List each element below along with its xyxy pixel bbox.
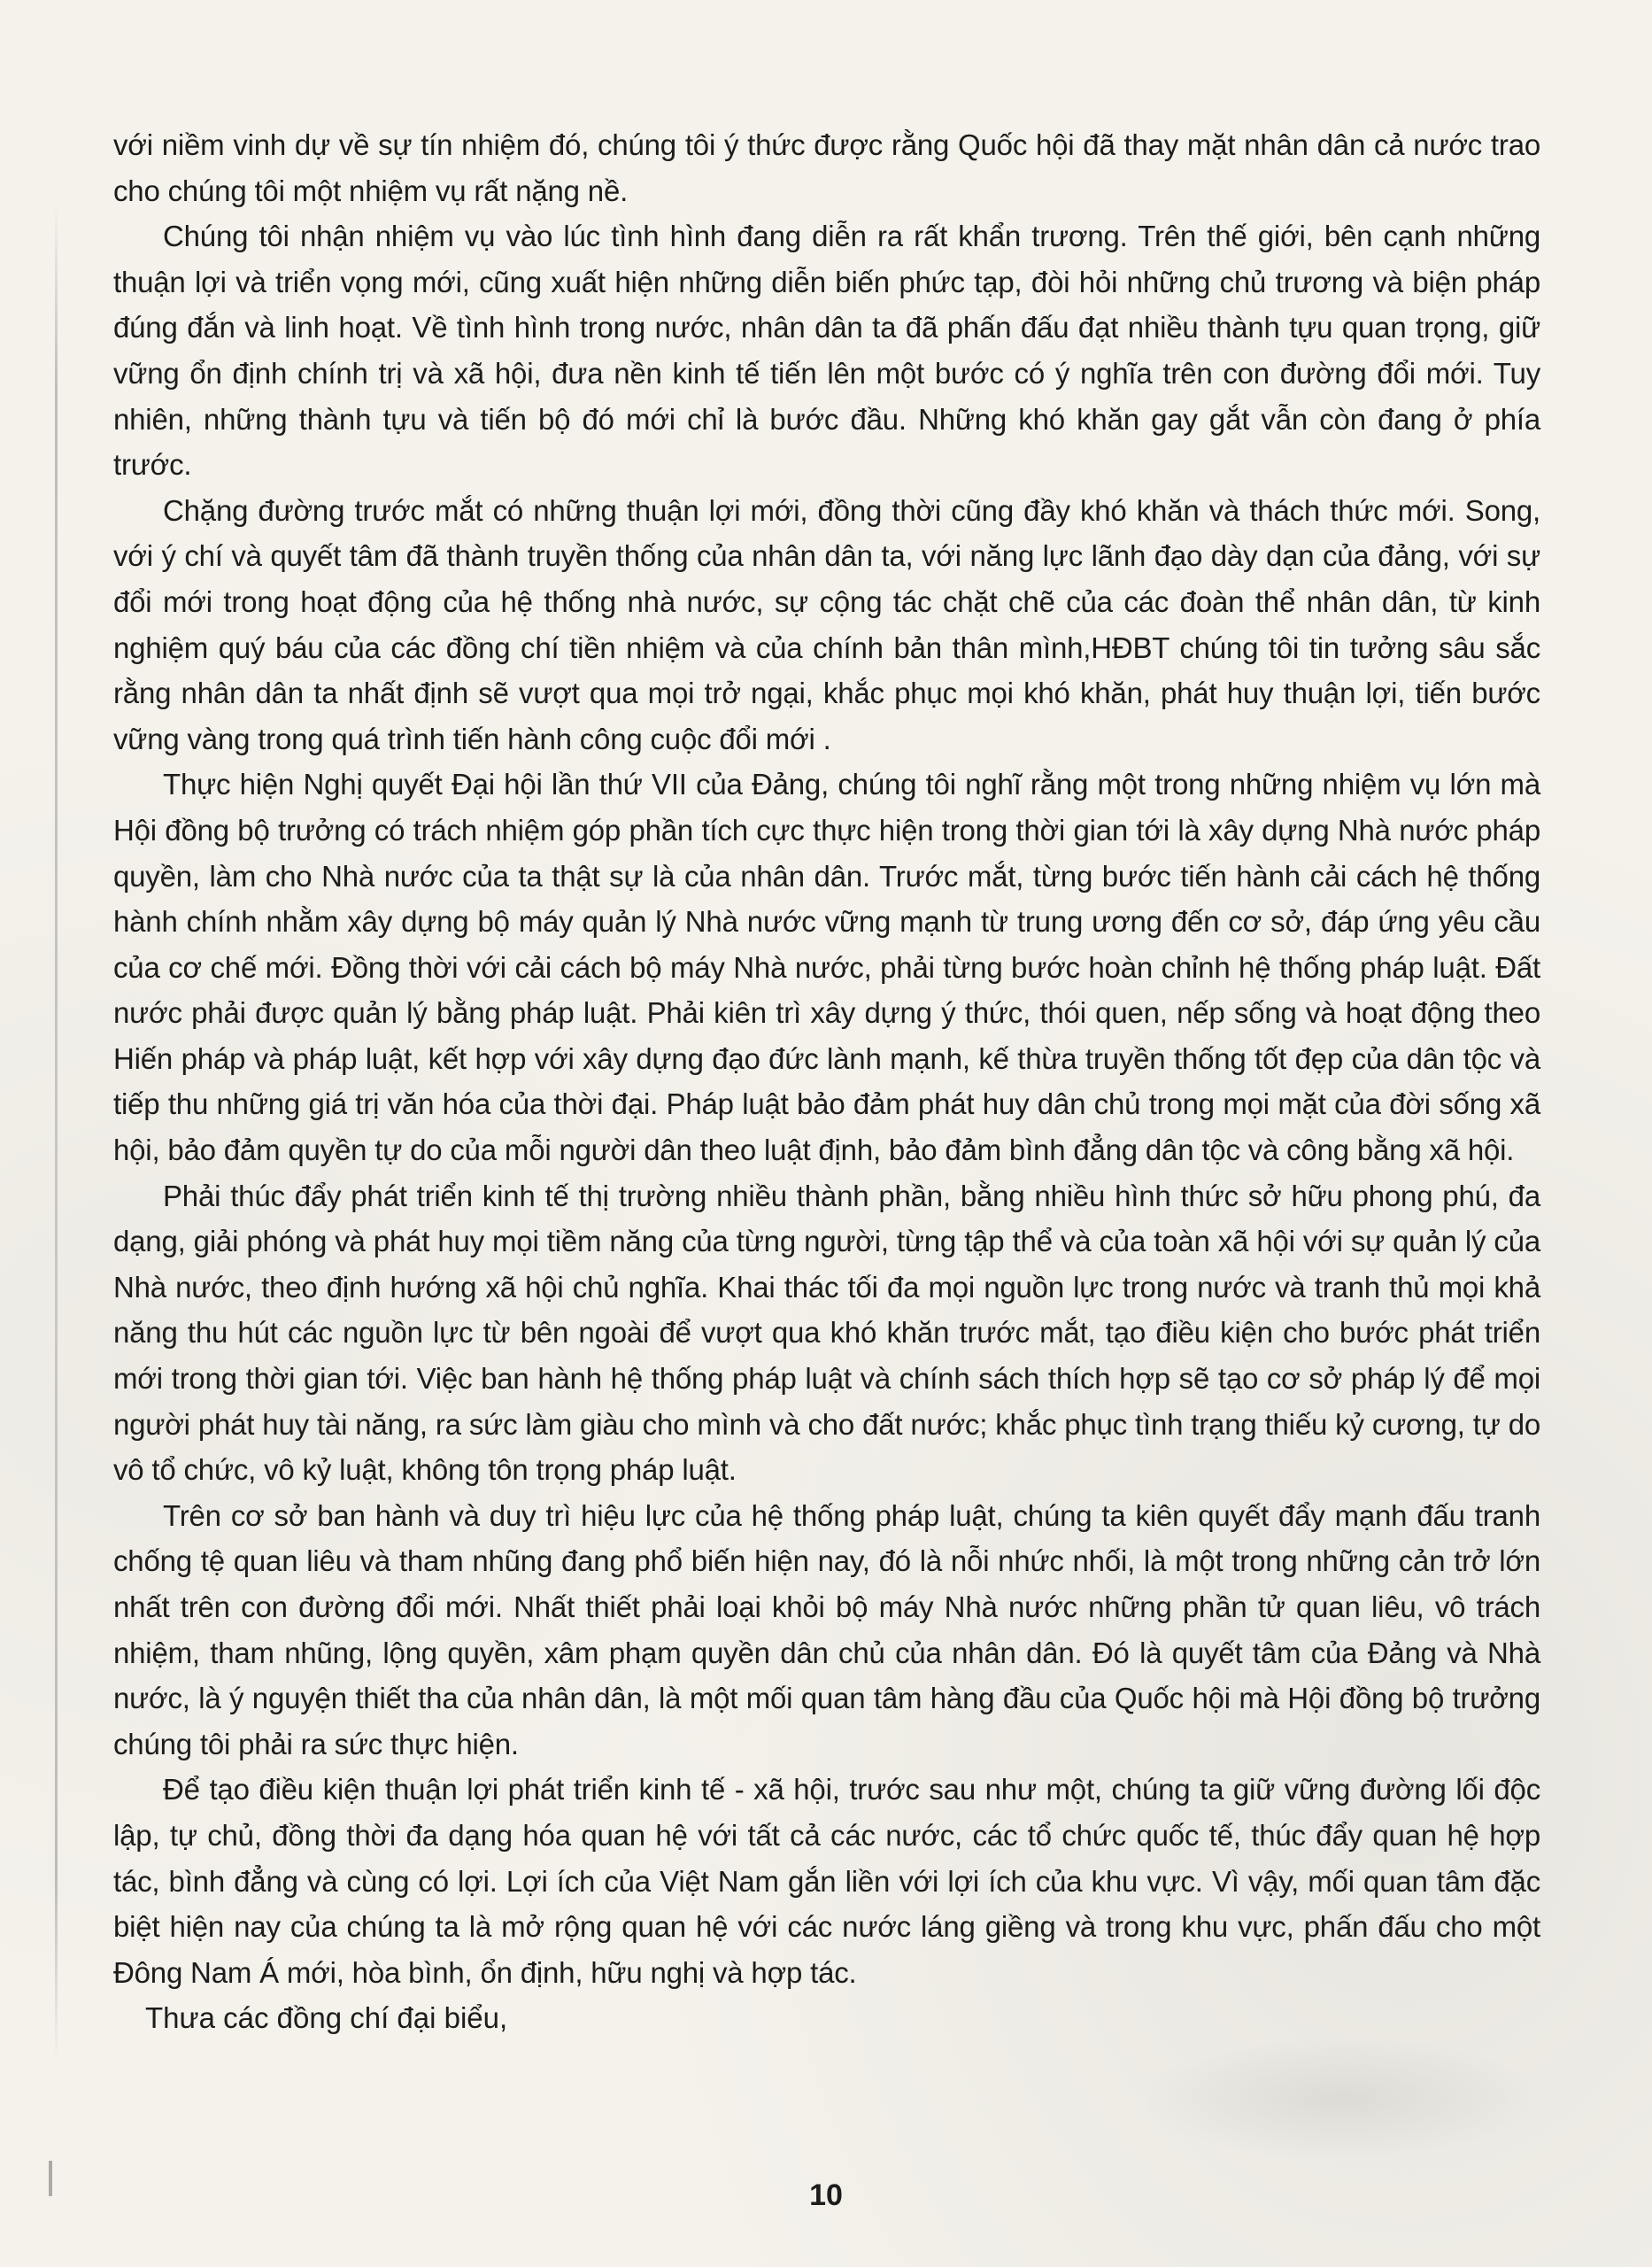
body-text — [113, 122, 1540, 2041]
paragraph: Chúng tôi nhận nhiệm vụ vào lúc tình hình đang diễn ra rất khẩn trương. Trên thế giới, bên cạnh những thuận lợi và triển vọng mới, cũng xuất hiện những diễn biến phức tạp, đòi hỏi những chủ trương và biện pháp đúng đắn và linh hoạt. Về tình hình trong nước, nhân dân ta đã phấn đấu đạt nhiều thành tựu quan trọng, giữ vững ổn định chính trị và xã hội, đưa nền kinh tế tiến lên một bước có ý nghĩa trên con đường đổi mới. Tuy nhiên, những thành tựu và tiến bộ đó mới chỉ là bước đầu. Những khó khăn gay gắt vẫn còn đang ở phía trước. — [113, 220, 1540, 482]
paragraph: Để tạo điều kiện thuận lợi phát triển kinh tế - xã hội, trước sau như một, chúng ta giữ vững đường lối độc lập, tự chủ, đồng thời đa dạng hóa quan hệ với tất cả các nước, các tổ chức quốc tế, thúc đẩy quan hệ hợp tác, bình đẳng và cùng có lợi. Lợi ích của Việt Nam gắn liền với lợi ích của khu vực. Vì vậy, mối quan tâm đặc biệt hiện nay của chúng ta là mở rộng quan hệ với các nước láng giềng và trong khu vực, phấn đấu cho một Đông Nam Á mới, hòa bình, ổn định, hữu nghị và hợp tác. — [113, 1773, 1540, 1989]
paragraph: với niềm vinh dự về sự tín nhiệm đó, chúng tôi ý thức được rằng Quốc hội đã thay mặt nhân dân cả nước trao cho chúng tôi một nhiệm vụ rất nặng nề. — [113, 128, 1540, 207]
paragraph: Phải thúc đẩy phát triển kinh tế thị trường nhiều thành phần, bằng nhiều hình thức sở hữu phong phú, đa dạng, giải phóng và phát huy mọi tiềm năng của từng người, từng tập thể và của toàn xã hội với sự quản lý của Nhà nước, theo định hướng xã hội chủ nghĩa. Khai thác tối đa mọi nguồn lực trong nước và tranh thủ mọi khả năng thu hút các nguồn lực từ bên ngoài để vượt qua khó khăn trước mắt, tạo điều kiện cho bước phát triển mới trong thời gian tới. Việc ban hành hệ thống pháp luật và chính sách thích hợp sẽ tạo cơ sở pháp lý để mọi người phát huy tài năng, ra sức làm giàu cho mình và cho đất nước; khắc phục tình trạng thiếu kỷ cương, tự do vô tổ chức, vô kỷ luật, không tôn trọng pháp luật. — [113, 1179, 1540, 1487]
page-number: 10 — [809, 2178, 843, 2212]
salutation: Thưa các đồng chí đại biểu, — [145, 2001, 508, 2035]
left-margin-shadow — [55, 204, 58, 2063]
paragraph: Chặng đường trước mắt có những thuận lợi mới, đồng thời cũng đầy khó khăn và thách thức mới. Song, với ý chí và quyết tâm đã thành truyền thống của nhân dân ta, với năng lực lãnh đạo dày dạn của đảng, với sự đổi mới trong hoạt động của hệ thống nhà nước, sự cộng tác chặt chẽ của các đoàn thể nhân dân, từ kinh nghiệm quý báu của các đồng chí tiền nhiệm và của chính bản thân mình,HĐBT chúng tôi tin tưởng sâu sắc rằng nhân dân ta nhất định sẽ vượt qua mọi trở ngại, khắc phục mọi khó khăn, phát huy thuận lợi, tiến bước vững vàng trong quá trình tiến hành công cuộc đổi mới . — [113, 493, 1540, 755]
scan-noise — [1139, 2037, 1546, 2161]
paragraph: Trên cơ sở ban hành và duy trì hiệu lực của hệ thống pháp luật, chúng ta kiên quyết đẩy mạnh đấu tranh chống tệ quan liêu và tham nhũng đang phổ biến hiện nay, đó là nỗi nhức nhối, là một trong những cản trở lớn nhất trên con đường đổi mới. Nhất thiết phải loại khỏi bộ máy Nhà nước những phần tử quan liêu, vô trách nhiệm, tham nhũng, lộng quyền, xâm phạm quyền dân chủ của nhân dân. Đó là quyết tâm của Đảng và Nhà nước, là ý nguyện thiết tha của nhân dân, là một mối quan tâm hàng đầu của Quốc hội mà Hội đồng bộ trưởng chúng tôi phải ra sức thực hiện. — [113, 1498, 1540, 1760]
paragraph: Thực hiện Nghị quyết Đại hội lần thứ VII của Đảng, chúng tôi nghĩ rằng một trong những nhiệm vụ lớn mà Hội đồng bộ trưởng có trách nhiệm góp phần tích cực thực hiện trong thời gian tới là xây dựng Nhà nước pháp quyền, làm cho Nhà nước của ta thật sự là của nhân dân. Trước mắt, từng bước tiến hành cải cách hệ thống hành chính nhằm xây dựng bộ máy quản lý Nhà nước vững mạnh từ trung ương đến cơ sở, đáp ứng yêu cầu của cơ chế mới. Đồng thời với cải cách bộ máy Nhà nước, phải từng bước hoàn chỉnh hệ thống pháp luật. Đất nước phải được quản lý bằng pháp luật. Phải kiên trì xây dựng ý thức, thói quen, nếp sống và hoạt động theo Hiến pháp và pháp luật, kết hợp với xây dựng đạo đức lành mạnh, kế thừa truyền thống tốt đẹp của dân tộc và tiếp thu những giá trị văn hóa của thời đại. Pháp luật bảo đảm phát huy dân chủ trong mọi mặt của đời sống xã hội, bảo đảm quyền tự do của mỗi người dân theo luật định, bảo đảm bình đẳng dân tộc và công bằng xã hội. — [113, 768, 1540, 1167]
